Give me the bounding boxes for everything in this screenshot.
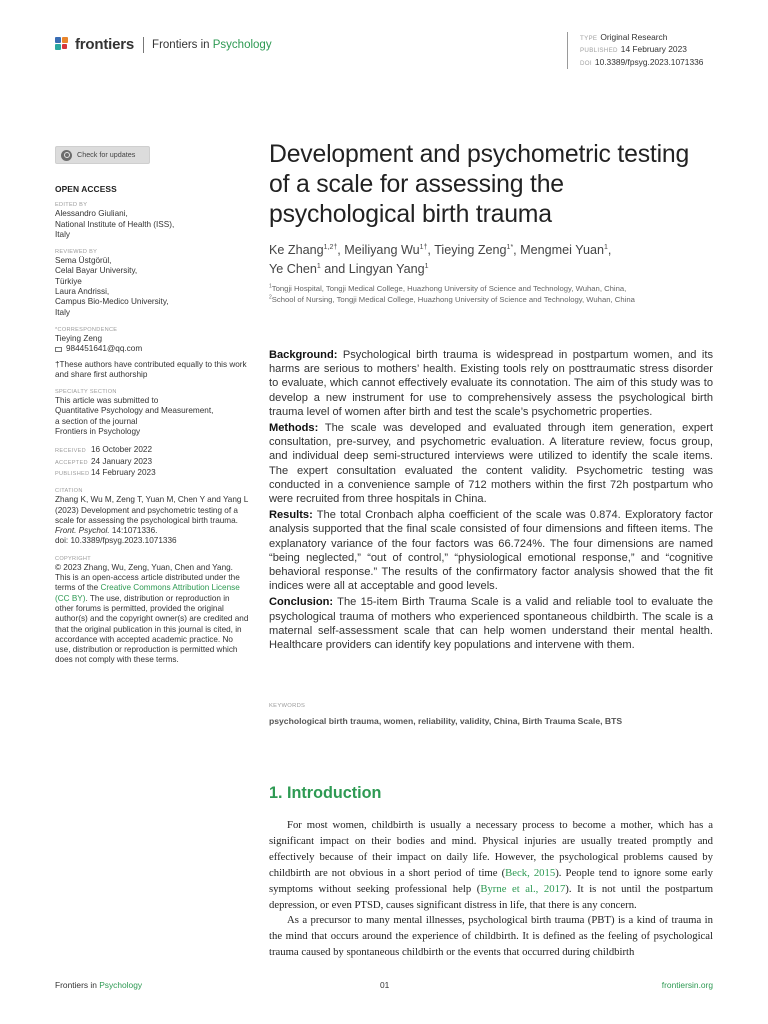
introduction-heading: 1. Introduction [269, 784, 382, 802]
author-sup: 1 [316, 262, 321, 270]
keywords: psychological birth trauma, women, reliability, validity, China, Birth Trauma Scale, BTS [269, 716, 623, 726]
abstract-background [269, 348, 713, 419]
author-sep: , [607, 243, 612, 257]
abstract-results [269, 508, 713, 593]
date-key: PUBLISHED [55, 470, 90, 477]
citation-doi[interactable]: doi: 10.3389/fpsyg.2023.1071336 [55, 536, 177, 546]
article-title: Development and psychometric testing of a scale for assessing the psychological birth trauma [269, 141, 690, 228]
intro-text: ). It is not until the postpartum depression, or even PTSD, causes significant distress in life, that there is any concern. [269, 882, 714, 911]
abstract [269, 348, 713, 654]
citation-journal: Front. Psychol. [55, 526, 110, 536]
article-head [269, 140, 713, 305]
date-key: ACCEPTED [55, 459, 88, 466]
author[interactable] [520, 243, 608, 257]
meta-key: PUBLISHED [580, 47, 618, 55]
citation-link[interactable]: Byrne et al., 2017 [480, 882, 566, 895]
citation [55, 495, 250, 546]
meta-value: 14 February 2023 [620, 44, 687, 55]
intro-paragraph: As a precursor to many mental illnesses, psychological birth trauma (PBT) is a kind of trauma in the mind that occurs around the experience of childbirth. It is defined as the feeling of psychological trauma caused by spontaneous childbirth or the events that occurred during childbirth [269, 914, 713, 959]
abstract-heading: Methods: [269, 422, 319, 435]
meta-key: DOI [580, 59, 592, 67]
meta-type [580, 32, 703, 44]
correspondence-label: *CORRESPONDENCE [55, 326, 118, 333]
author-sup: 1 [424, 262, 429, 270]
author[interactable] [349, 262, 429, 276]
abstract-text: The 15-item Birth Trauma Scale is a valid and reliable tool to evaluate the psychological trauma of mothers who experienced spontaneous childbirth. The scale is a maternal self-assessment scale that can help women understand their mental health. Healthcare providers can identify key populations and intervene with them. [269, 596, 713, 652]
intro-text: ). People tend to ignore some early symptoms without seeking professional help ( [269, 866, 713, 895]
abstract-conclusion [269, 595, 713, 652]
brand [55, 36, 272, 53]
abstract-text: The total Cronbach alpha coefficient of the scale was 0.874. Exploratory factor analysis supported that the final scale consisted of four dimensions and fifteen items. The explanatory variance of the four factors was 66.724%. The four dimensions are named “being neglected,” “out of control,” “physiological emotional response,” and “cognitive behavioral response.” The results of the confirmatory factor analysis showed that the fit indices were all at acceptable and good levels. [269, 509, 713, 593]
author-sep: , [337, 243, 345, 257]
abstract-heading: Background: [269, 349, 338, 361]
author-sup: 1 [603, 243, 608, 251]
journal-field: Psychology [212, 38, 272, 51]
open-access-label: OPEN ACCESS [55, 184, 117, 194]
author-sup: 1,2† [323, 243, 338, 251]
meta-doi-link[interactable]: 10.3389/fpsyg.2023.1071336 [594, 56, 704, 67]
dates-block [55, 445, 250, 479]
article-meta [567, 32, 703, 69]
author-name: Meiliyang Wu [344, 243, 420, 257]
date-value: 16 October 2022 [91, 445, 152, 455]
logo-wordmark[interactable]: frontiers [75, 36, 135, 53]
author[interactable] [434, 243, 513, 257]
author-sup: 1* [506, 243, 514, 251]
author[interactable] [269, 262, 321, 276]
abstract-methods [269, 421, 713, 506]
reviewed-by: Sema Üstgörül, Celal Bayar University, Türkiye Laura Andrissi, Campus Bio-Medico University, Italy [55, 256, 169, 317]
copyright [55, 563, 250, 666]
introduction-body [269, 818, 713, 961]
mail-icon [55, 347, 62, 352]
citation-volume: 14:1071336. [109, 526, 158, 536]
author-name: Ye Chen [269, 262, 317, 276]
author-name: Ke Zhang [269, 243, 324, 257]
copyright-text-rest: . The use, distribution or reproduction in other forums is permitted, provided the original author(s) and the copyright owner(s) are credited and that the original publication in this journal is cited, in accordance with accepted academic practice. No use, distribution or reproduction is permitted which does not comply with these terms. [55, 593, 249, 665]
author-sep: and [320, 262, 349, 276]
meta-key: TYPE [580, 35, 598, 42]
meta-value: Original Research [600, 32, 668, 42]
specialty-section: This article was submitted to Quantitative Psychology and Measurement, a section of the journal Frontiers in Psychology [55, 396, 214, 437]
correspondence-email[interactable]: 984451641@qq.com [66, 344, 143, 354]
sidebar [55, 146, 250, 666]
brand-divider [143, 37, 144, 53]
meta-doi [580, 57, 703, 69]
date-key: RECEIVED [55, 448, 86, 455]
citation-label: CITATION [55, 488, 83, 495]
affiliation-sup: 2 [269, 293, 272, 300]
citation-text: Zhang K, Wu M, Zeng T, Yuan M, Chen Y and Yang L (2023) Development and psychometric testing of a scale for assessing the psychological birth trauma. [55, 495, 248, 525]
author-name: Lingyan Yang [348, 262, 425, 276]
date-accepted [55, 457, 250, 468]
footer-journal-prefix: Frontiers in [55, 980, 100, 990]
edited-by-label: EDITED BY [55, 202, 88, 209]
equal-contribution-note: †These authors have contributed equally to this work and share first authorship [55, 359, 247, 379]
correspondence-email-row [55, 344, 250, 354]
check-updates-label: Check for updates [77, 149, 136, 159]
author-sep: , [513, 243, 521, 257]
footer-journal[interactable] [55, 980, 142, 990]
abstract-text: The scale was developed and evaluated through item generation, expert consultation, pre-survey, and psychometric evaluation. A literature review, focus group, and individual deep semi-structured interviews were utilized to identify the scale items. The expert consultation evaluated the content validity. Psychometric testing was conducted in a convenience sample of 712 mothers within the first 72h postpartum who were recruited from three hospitals in China. [269, 422, 713, 506]
author-sep: , [427, 243, 435, 257]
abstract-heading: Results: [269, 509, 313, 522]
keywords-label: KEYWORDS [269, 703, 306, 709]
affiliation [269, 284, 713, 295]
date-received [55, 445, 250, 456]
page-header [55, 32, 713, 67]
copyright-label: COPYRIGHT [55, 555, 91, 562]
abstract-text: Psychological birth trauma is widespread in postpartum women, and its harms are serious to mothers’ health. Existing tools rely on posttraumatic stress disorder to evaluate, which cannot effectively evaluate its connotation. The aim of this study was to develop a new instrument for use to comprehensively assess the psychological birth trauma level of women after birth and test the scale’s psychometric properties. [269, 349, 713, 418]
affiliation-sup: 1 [269, 283, 272, 290]
affiliations [269, 284, 713, 305]
date-value: 24 January 2023 [91, 456, 152, 466]
edited-by: Alessandro Giuliani, National Institute of Health (ISS), Italy [55, 209, 175, 239]
reviewed-by-label: REVIEWED BY [55, 249, 98, 256]
intro-text: For most women, childbirth is usually a necessary process to become a mother, which has a significant impact on their bodies and mind. Physical injuries are usually treated promptly and effectively because of their impact on daily life. However, the psychological problems caused by childbirth are not obvious in a short period of time ( [269, 819, 713, 879]
footer-journal-field: Psychology [99, 980, 143, 990]
correspondence-name: Tieying Zeng [55, 333, 103, 343]
crossmark-icon [61, 150, 72, 161]
intro-paragraph [269, 818, 713, 913]
abstract-heading: Conclusion: [269, 596, 334, 609]
citation-link[interactable]: Beck, 2015 [505, 866, 556, 879]
journal-prefix: Frontiers in [152, 38, 213, 51]
affiliation-text: School of Nursing, Tongji Medical College, Huazhong University of Science and Technology, Wuhan, China [271, 294, 635, 304]
author-sup: 1† [419, 243, 428, 251]
cc-by-link[interactable]: Creative Commons Attribution License (CC BY) [55, 583, 240, 603]
footer-site-link[interactable]: frontiersin.org [661, 980, 713, 990]
specialty-label: SPECIALTY SECTION [55, 389, 117, 396]
author-name: Tieying Zeng [434, 243, 507, 257]
author[interactable] [269, 243, 337, 257]
affiliation [269, 295, 713, 306]
meta-published [580, 44, 703, 56]
journal-name[interactable] [152, 39, 272, 51]
date-value: 14 February 2023 [91, 467, 156, 477]
author-list [269, 241, 713, 279]
page-number: 01 [380, 980, 390, 990]
check-updates-button[interactable] [55, 146, 150, 164]
copyright-text: © 2023 Zhang, Wu, Zeng, Yuan, Chen and Yang. This is an open-access article distributed under the terms of the [55, 562, 240, 593]
frontiers-logo-icon [55, 37, 71, 53]
author[interactable] [344, 243, 427, 257]
affiliation-text: Tongji Hospital, Tongji Medical College, Huazhong University of Science and Technology, Wuhan, China, [271, 284, 627, 293]
date-published [55, 468, 250, 479]
author-name: Mengmei Yuan [520, 243, 604, 257]
